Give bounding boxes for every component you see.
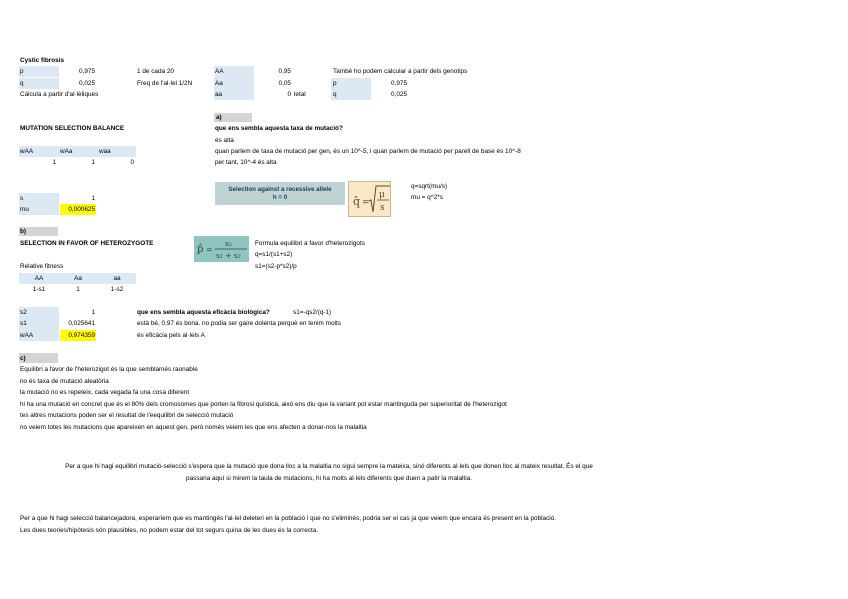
phat-formula-svg <box>194 236 249 262</box>
w-value-Aa[interactable]: 1 <box>91 159 95 166</box>
s1-label[interactable]: s1 <box>20 320 27 327</box>
p2-label[interactable]: p <box>333 80 337 87</box>
mu-label[interactable]: mu <box>20 206 29 213</box>
q2-label[interactable]: q <box>333 91 337 98</box>
qhat-note2[interactable]: mu = q^2*s <box>411 194 443 201</box>
fitness-question-formula[interactable]: s1=-qs2/(q-1) <box>293 309 332 316</box>
s-label[interactable]: s <box>20 195 24 202</box>
wAA-value[interactable]: 0,974359 <box>68 332 95 339</box>
s2-label[interactable]: s2 <box>20 309 27 316</box>
section-c-line-5[interactable]: tes altres mutacions poden ser el resultat de l'eequilibri de selecció mutació <box>20 412 234 419</box>
genotype-aa-label[interactable]: AA <box>215 68 224 75</box>
genotype-het-label[interactable]: Aa <box>215 80 223 87</box>
section-c-line-1[interactable]: Equilibri a favor de l'heterozigot és la que semblamés raonable <box>20 366 198 373</box>
fitness-answer2[interactable]: és eficàcia pels al·lels A <box>137 332 205 339</box>
formula-q[interactable]: q=s1/(s1+s2) <box>255 251 293 258</box>
p2-value[interactable]: 0,975 <box>391 80 407 87</box>
p-label[interactable]: p <box>20 68 24 75</box>
p-value[interactable]: 0,975 <box>79 68 95 75</box>
fitness-value-AA[interactable]: 1-s1 <box>32 286 46 293</box>
paragraph1-line1[interactable]: Per a que hi hagi equilibri mutació-selecció s'espera que la mutació que dona lloc a la malaltia no sigui sempre la mateixa, sinó diferents al·lels que donen lloc al mateix resultat. És el que <box>65 463 593 470</box>
q2-value[interactable]: 0,025 <box>391 91 407 98</box>
q-cell-bg <box>19 78 59 89</box>
phat-equals: = <box>206 245 213 254</box>
section-b-tag[interactable]: b) <box>20 228 27 235</box>
w-header-Aa[interactable]: wAa <box>60 148 73 155</box>
fitness-value-Aa[interactable]: 1 <box>76 286 80 293</box>
section-a-answer2[interactable]: quan parlem de taxa de mutació per gen, és un 10^-5, i quan parlem de mutació per parell de base és 10^-8 <box>215 148 521 155</box>
fitness-answer1[interactable]: està bé, 0,97 és bona. no podia ser gaire dolenta perquè en tenim molts <box>137 320 341 327</box>
section-a-answer3[interactable]: per tant, 10^-4 és alta <box>215 159 277 166</box>
fitness-header-aa[interactable]: aa <box>113 275 121 282</box>
s2-value[interactable]: 1 <box>91 309 95 316</box>
qhat-mu: μ <box>379 190 385 200</box>
section-a-question[interactable]: que ens sembla aquesta taxa de mutació? <box>215 125 343 132</box>
wAA-label[interactable]: wAA <box>20 332 34 339</box>
genotype-aa-value[interactable]: 0,95 <box>278 68 291 75</box>
qhat-formula-svg <box>349 182 392 218</box>
section-c-line-2[interactable]: no és taxa de mutació aleatòria <box>20 378 109 385</box>
also-note[interactable]: També ho podem calcular a partir dels genotips <box>333 68 468 75</box>
w-header-aa[interactable]: waa <box>99 148 111 155</box>
phat-numerator: s₂ <box>225 239 232 248</box>
section-c-line-3[interactable]: la mutació no es repeteix, cada vegada fa una cosa diferent <box>20 389 190 396</box>
sheet-title: Cystic fibrosis <box>20 57 65 64</box>
recessive-selection-line1: Selection against a recessive allele <box>228 186 332 194</box>
recessive-selection-line2: h = 0 <box>272 193 288 201</box>
genotype-het-value[interactable]: 0,05 <box>278 80 291 87</box>
q-label[interactable]: q <box>20 80 24 87</box>
section-a-tag[interactable]: a) <box>216 114 222 121</box>
fitness-header-Aa[interactable]: Aa <box>74 275 82 282</box>
p-note[interactable]: 1 de cada 20 <box>137 68 174 75</box>
phat-formula-image <box>194 236 249 262</box>
paragraph2-line2[interactable]: Les dues teories/hipòtesis són plausibles, no podem estar del tot segurs quina de les dues és la correcta. <box>20 527 319 534</box>
qhat-symbol: q̂ <box>353 195 361 208</box>
genotype-rec-value[interactable]: 0 <box>287 91 291 98</box>
qhat-note1[interactable]: q=sqrt(mu/s) <box>411 183 448 190</box>
s1-value[interactable]: 0,025641 <box>68 320 95 327</box>
w-header-AA[interactable]: wAA <box>20 148 34 155</box>
section-c-line-6[interactable]: no veiem totes les mutacions que apareixen en aquest gen, però només veiem les que ens afecten a donar-nos la malaltia <box>20 424 367 431</box>
calc-note[interactable]: Càlcula a partir d'al·lèliques <box>20 91 99 98</box>
fitness-value-aa[interactable]: 1-s2 <box>110 286 124 293</box>
p2-q2-cells-bg <box>331 78 371 100</box>
w-headers-bg <box>19 146 136 157</box>
phat-symbol: p̂ <box>197 244 204 255</box>
fitness-header-AA[interactable]: AA <box>34 275 44 282</box>
qhat-s: s <box>380 203 385 213</box>
section-a-answer1[interactable]: és alta <box>215 137 234 144</box>
formula-s1[interactable]: s1=(s2-p*s2)/p <box>255 263 297 270</box>
heterozygote-title: SELECTION IN FAVOR OF HETEROZYGOTE <box>20 240 154 247</box>
genotype-rec-label[interactable]: aa <box>215 91 223 98</box>
relative-fitness-label[interactable]: Relative fitness <box>20 263 64 270</box>
mu-value[interactable]: 0,000625 <box>68 206 95 213</box>
w-value-aa[interactable]: 0 <box>130 159 134 166</box>
genotype-rec-note[interactable]: letal <box>294 91 306 98</box>
q-note[interactable]: Freq de l'al·lel 1/2N <box>137 80 193 87</box>
mutation-balance-title: MUTATION SELECTION BALANCE <box>20 125 125 132</box>
q-value[interactable]: 0,025 <box>79 80 95 87</box>
section-c-line-4[interactable]: hi ha una mutació en concret que és el 80% dels cromosomes que porten la fibrosi quística, això ens diu que la variant pot estar mantinguda per superioritat de l'heterozigot <box>20 401 507 408</box>
p-cell-bg <box>19 66 59 77</box>
qhat-equals: = <box>362 198 370 208</box>
formula-label[interactable]: Formula equilibri a favor d'heterozigots <box>255 240 365 247</box>
recessive-selection-box <box>215 182 345 205</box>
paragraph2-line1[interactable]: Per a que hi hagi selecció balancejadora, esperaríem que es mantingés l'al·lel deleteri en la població i que no s'eliminés, podria ser el cas ja que veiem que encara és present en la població. <box>20 515 557 522</box>
w-value-AA[interactable]: 1 <box>52 159 56 166</box>
phat-denominator: s₁ + s₂ <box>216 251 241 260</box>
section-c-tag[interactable]: c) <box>20 355 26 362</box>
paragraph1-line2[interactable]: passaria aquí si mirem la taula de mutacions, hi ha molts al·lels diferents que duen a patir la malaltia. <box>186 475 472 482</box>
qhat-formula-image <box>348 181 391 217</box>
s-value[interactable]: 1 <box>91 195 95 202</box>
fitness-question[interactable]: que ens sembla aquesta eficàcia biològica? <box>137 309 270 316</box>
